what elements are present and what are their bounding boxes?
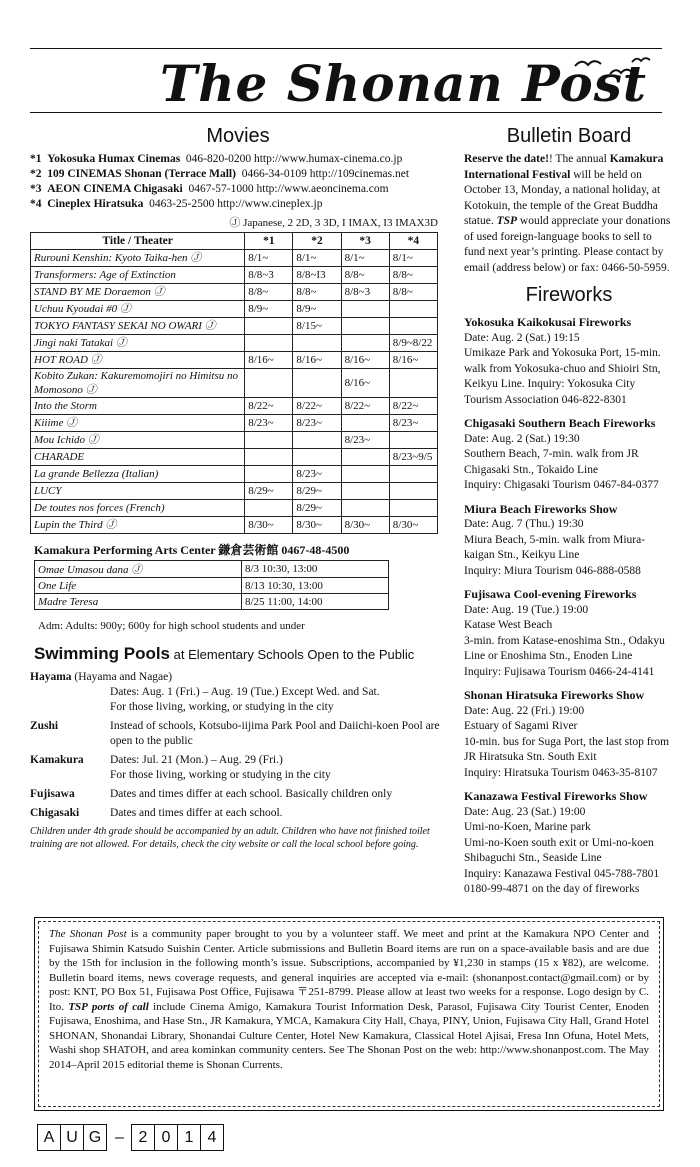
movie-title: Mou Ichido Ⓙ (31, 432, 245, 449)
showing-date (341, 483, 389, 500)
movie-title: STAND BY ME Doraemon Ⓙ (31, 284, 245, 301)
showing-date: 8/16~ (245, 352, 293, 369)
fireworks-detail: Date: Aug. 23 (Sat.) 19:00 (464, 805, 586, 818)
column-header: *4 (389, 233, 437, 250)
showing-date (293, 449, 341, 466)
showing-date: 8/16~ (341, 352, 389, 369)
fireworks-detail: Date: Aug. 19 (Tue.) 19:00 (464, 603, 589, 616)
showing-date (389, 301, 437, 318)
showing-date (341, 500, 389, 517)
table-row (31, 335, 438, 352)
column-header: *1 (245, 233, 293, 250)
cinema-list (30, 152, 446, 212)
fireworks-title: Yokosuka Kaikokusai Fireworks (464, 315, 632, 329)
table-row (31, 466, 438, 483)
showing-date (245, 466, 293, 483)
fireworks-detail: Miura Beach, 5-min. walk from Miura-kaigan Stn., Keikyu Line (464, 533, 646, 561)
showing-date: 8/8~3 (341, 284, 389, 301)
movie-title: TOKYO FANTASY SEKAI NO OWARI Ⓙ (31, 318, 245, 335)
cinema-item: *3 AEON CINEMA Chigasaki 0467-57-1000 http://www.aeoncinema.com (30, 183, 389, 195)
fireworks-detail: Umi-no-Koen, Marine park (464, 821, 591, 833)
fireworks-detail: Inquiry: Miura Tourism 046-888-0588 (464, 564, 641, 577)
showing-date (389, 369, 437, 398)
fireworks-title: Shonan Hiratsuka Fireworks Show (464, 688, 645, 702)
movie-title: Kiiime Ⓙ (31, 415, 245, 432)
table-row (31, 284, 438, 301)
movie-title: Transformers: Age of Extinction (31, 267, 245, 284)
fireworks-detail: Umikaze Park and Yokosuka Port, 15-min. walk from Yokosuka-chuo and Shioiri Stn, Keikyu Line. Inquiry: Yokosuka City Tourism Association 046-822-8301 (464, 347, 661, 406)
kpac-heading: Kamakura Performing Arts Center 鎌倉芸術館 0467-48-4500 (34, 543, 350, 557)
table-row (31, 301, 438, 318)
pools-note: Children under 4th grade should be accompanied by an adult. Children who have not finished toilet training are not allowed. For details, check the city website or call the local school before going. (30, 826, 430, 850)
column-header: Title / Theater (31, 233, 245, 250)
fireworks-detail: Inquiry: Fujisawa Tourism 0466-24-4141 (464, 665, 655, 678)
date-cell: A (37, 1124, 61, 1151)
date-cell: 0 (154, 1124, 178, 1151)
table-row (31, 250, 438, 267)
showing-date: 8/8~ (245, 284, 293, 301)
fireworks-list (464, 315, 674, 898)
fireworks-title: Fujisawa Cool-evening Fireworks (464, 587, 637, 601)
showing-date (245, 369, 293, 398)
fireworks-detail: Umi-no-Koen south exit or Umi-no-koen Shibaguchi Stn., Seaside Line (464, 836, 654, 864)
showing-date: 8/22~ (245, 398, 293, 415)
showing-date: 8/9~8/22 (389, 335, 437, 352)
cinema-item: *4 Cineplex Hiratsuka 0463-25-2500 http://www.cineplex.jp (30, 198, 323, 210)
fireworks-detail: 0180-99-4871 on the day of fireworks (464, 883, 640, 895)
cinema-item: *2 109 CINEMAS Shonan (Terrace Mall) 0466-34-0109 http://109cinemas.net (30, 168, 410, 180)
table-row (31, 483, 438, 500)
fireworks-detail: 3-min. from Katase-enoshima Stn., Odakyu Line or Enoshima Stn., Enoden Line (464, 634, 665, 662)
event-time: 8/3 10:30, 13:00 (242, 561, 389, 578)
fireworks-detail: Inquiry: Chigasaki Tourism 0467-84-0377 (464, 479, 659, 491)
showing-date (245, 432, 293, 449)
showing-date (389, 432, 437, 449)
showing-date (245, 318, 293, 335)
showing-date (341, 449, 389, 466)
showing-date: 8/15~ (293, 318, 341, 335)
fireworks-title: Kanazawa Festival Fireworks Show (464, 789, 648, 803)
fireworks-item (464, 688, 674, 781)
date-cell: 1 (177, 1124, 201, 1151)
pool-item: Kamakura Dates: Jul. 21 (Mon.) – Aug. 29 (Fri.) For those living, working or studying in the city (30, 754, 331, 781)
fireworks-detail: Estuary of Sagami River (464, 720, 578, 732)
fireworks-item (464, 502, 674, 580)
footer-text: The Shonan Post is a community paper brought to you by a volunteer staff. We meet and print at the Kamakura NPO Center and Fujisawa Shimin Katsudo Suishin Center. Article submissions and Bulletin Board items are run on a space-available basis and are due by the 15th for inclusion in the following month’s issue. Subscriptions, accompanied by ¥1,230 in stamps (15 x ¥82), are welcome. Bulletin board items, news coverage requests, and general inquiries are accepted via e-mail: (shonanpost.contact@gmail.com) or by post: KNT, PO Box 51, Fujisawa Post Office, Fujisawa 〒251-8799. Please allow at least two weeks for a response. Logo design by C. Ito. TSP ports of call include Cinema Amigo, Kamakura Tourist Information Desk, Parasol, Fujisawa City Tourist Center, Enoden Fujisawa, Enoshima, and Hase Stn., JR Kamakura, YMCA, Kamakura City Hall, Chaya, PINY, Union, Fujisawa City Hall, Grand Hotel SHONAN, Shonandai Library, Shonandai Culture Center, Hotel New Kamakura, Classical Hotel Ajisai, Fresa Inn Ofuna, Hotel Mets, Washi shop SHATOH, and area kominkan community centers. See The Shonan Post on the web: http://www.shonanpost.com. The May 2014–April 2015 editorial theme is Shonan Currents. (38, 921, 660, 1107)
showing-date (293, 369, 341, 398)
movies-table (30, 232, 438, 534)
movie-title: Rurouni Kenshin: Kyoto Taika-hen Ⓙ (31, 250, 245, 267)
showing-date: 8/22~ (389, 398, 437, 415)
showing-date: 8/1~ (389, 250, 437, 267)
showing-date (341, 318, 389, 335)
showing-date (293, 335, 341, 352)
table-row (31, 432, 438, 449)
showing-date (245, 335, 293, 352)
bulletin-heading: Bulletin Board (506, 125, 632, 147)
showing-date: 8/1~ (245, 250, 293, 267)
column-header: *3 (341, 233, 389, 250)
masthead-top-rule (30, 48, 662, 49)
showing-date (341, 335, 389, 352)
showing-date: 8/23~9/5 (389, 449, 437, 466)
footer-box (34, 917, 664, 1111)
showing-date (389, 466, 437, 483)
seagulls-icon (570, 52, 660, 92)
table-row (35, 578, 389, 594)
event-time: 8/25 11:00, 14:00 (242, 594, 389, 610)
movie-title: Jingi naki Tatakai Ⓙ (31, 335, 245, 352)
showing-date: 8/9~ (245, 301, 293, 318)
showing-date (341, 301, 389, 318)
date-cell: U (60, 1124, 84, 1151)
kpac-table (34, 560, 389, 610)
showing-date: 8/1~ (293, 250, 341, 267)
fireworks-detail: Date: Aug. 2 (Sat.) 19:15 (464, 331, 580, 344)
showing-date: 8/29~ (293, 483, 341, 500)
event-title: One Life (35, 578, 242, 594)
table-row (31, 318, 438, 335)
showing-date: 8/30~ (293, 517, 341, 534)
cinema-item: *1 Yokosuka Humax Cinemas 046-820-0200 http://www.humax-cinema.co.jp (30, 153, 403, 165)
bulletin-text: Reserve the date!! The annual Kamakura International Festival will be held on October 13, Monday, a national holiday, at Kotokuin, the temple of the Great Buddha statue. TSP would appreciate your donations of used foreign-language books to sell to fund next year’s printing. Please contact by email (address below) or fax: 0466-50-5959. (464, 153, 671, 274)
showing-date: 8/30~ (389, 517, 437, 534)
fireworks-item (464, 587, 674, 680)
fireworks-detail: Inquiry: Hiratsuka Tourism 0463-35-8107 (464, 766, 658, 779)
showing-date (389, 318, 437, 335)
date-cell: G (83, 1124, 107, 1151)
showing-date: 8/8~ (389, 267, 437, 284)
movie-title: Into the Storm (31, 398, 245, 415)
event-title: Madre Teresa (35, 594, 242, 610)
masthead-bottom-rule (30, 112, 662, 113)
issue-date (38, 1124, 224, 1151)
date-dash: – (115, 1128, 124, 1146)
pool-item: Hayama (Hayama and Nagae) Dates: Aug. 1 (Fri.) – Aug. 19 (Tue.) Except Wed. and Sat. For those living, working, or studying in the city (30, 671, 380, 713)
fireworks-title: Miura Beach Fireworks Show (464, 501, 618, 516)
fireworks-detail: Inquiry: Kanazawa Festival 045-788-7801 (464, 867, 660, 880)
paper-title: The Shonan Post (160, 54, 647, 113)
showing-date: 8/1~ (341, 250, 389, 267)
showing-date: 8/22~ (293, 398, 341, 415)
pool-item: Fujisawa Dates and times differ at each school. Basically children only (30, 788, 393, 800)
showing-date: 8/16~ (389, 352, 437, 369)
showing-date: 8/8~ (341, 267, 389, 284)
showing-date: 8/8~3 (245, 267, 293, 284)
showing-date: 8/23~ (245, 415, 293, 432)
fireworks-detail: Date: Aug. 22 (Fri.) 19:00 (464, 704, 585, 717)
showing-date: 8/8~I3 (293, 267, 341, 284)
movies-heading: Movies (206, 125, 270, 147)
fireworks-detail: Southern Beach, 7-min. walk from JR Chigasaki Stn., Tokaido Line (464, 448, 639, 476)
showing-date: 8/22~ (341, 398, 389, 415)
movie-title: De toutes nos forces (French) (31, 500, 245, 517)
table-row (31, 449, 438, 466)
table-row (31, 517, 438, 534)
showing-date: 8/16~ (341, 369, 389, 398)
showing-date: 8/8~ (389, 284, 437, 301)
table-header-row (31, 233, 438, 250)
masthead (30, 48, 662, 120)
event-title: Omae Umasou dana Ⓙ (35, 561, 242, 578)
showing-date: 8/30~ (341, 517, 389, 534)
showing-date: 8/23~ (293, 415, 341, 432)
fireworks-detail: Date: Aug. 2 (Sat.) 19:30 (464, 432, 580, 445)
movie-title: CHARADE (31, 449, 245, 466)
showing-date (341, 415, 389, 432)
movie-title: Lupin the Third Ⓙ (31, 517, 245, 534)
fireworks-title: Chigasaki Southern Beach Fireworks (464, 416, 656, 430)
movie-title: LUCY (31, 483, 245, 500)
table-row (35, 594, 389, 610)
format-legend: Ⓙ Japanese, 2 2D, 3 3D, I IMAX, I3 IMAX3D (229, 217, 438, 229)
fireworks-item (464, 789, 674, 898)
fireworks-detail: Katase West Beach (464, 619, 553, 631)
showing-date: 8/23~ (341, 432, 389, 449)
table-row (35, 561, 389, 578)
showing-date: 8/30~ (245, 517, 293, 534)
showing-date: 8/16~ (293, 352, 341, 369)
movie-title: Uchuu Kyoudai #0 Ⓙ (31, 301, 245, 318)
showing-date: 8/8~ (293, 284, 341, 301)
right-column (464, 122, 674, 898)
showing-date: 8/29~ (293, 500, 341, 517)
table-row (31, 500, 438, 517)
column-header: *2 (293, 233, 341, 250)
movie-title: Kobito Zukan: Kakuremomojiri no Himitsu no Momosono Ⓙ (31, 369, 245, 398)
left-column (30, 122, 446, 851)
fireworks-detail: Date: Aug. 7 (Thu.) 19:30 (464, 518, 584, 530)
movie-title: La grande Bellezza (Italian) (31, 466, 245, 483)
fireworks-item (464, 315, 674, 408)
showing-date: 8/9~ (293, 301, 341, 318)
movie-title: HOT ROAD Ⓙ (31, 352, 245, 369)
showing-date: 8/29~ (245, 483, 293, 500)
showing-date (245, 449, 293, 466)
pools-heading: Swimming Pools at Elementary Schools Open to the Public (34, 644, 415, 663)
showing-date (293, 432, 341, 449)
showing-date (389, 483, 437, 500)
date-cell: 2 (131, 1124, 155, 1151)
showing-date: 8/23~ (389, 415, 437, 432)
showing-date (389, 500, 437, 517)
event-time: 8/13 10:30, 13:00 (242, 578, 389, 594)
showing-date: 8/23~ (293, 466, 341, 483)
admission-note: Adm: Adults: 900y; 600y for high school students and under (38, 620, 305, 632)
showing-date (341, 466, 389, 483)
pool-item: Zushi Instead of schools, Kotsubo-iijima Park Pool and Daiichi-koen Pool are open to the public (30, 720, 440, 747)
table-row (31, 415, 438, 432)
fireworks-detail: 10-min. bus for Suga Port, the last stop from JR Hiratsuka Stn. South Exit (464, 735, 670, 763)
showing-date (245, 500, 293, 517)
pool-item: Chigasaki Dates and times differ at each school. (30, 807, 283, 819)
table-row (31, 398, 438, 415)
fireworks-item (464, 416, 674, 494)
date-cell: 4 (200, 1124, 224, 1151)
table-row (31, 369, 438, 398)
table-row (31, 352, 438, 369)
fireworks-heading: Fireworks (525, 284, 613, 306)
table-row (31, 267, 438, 284)
